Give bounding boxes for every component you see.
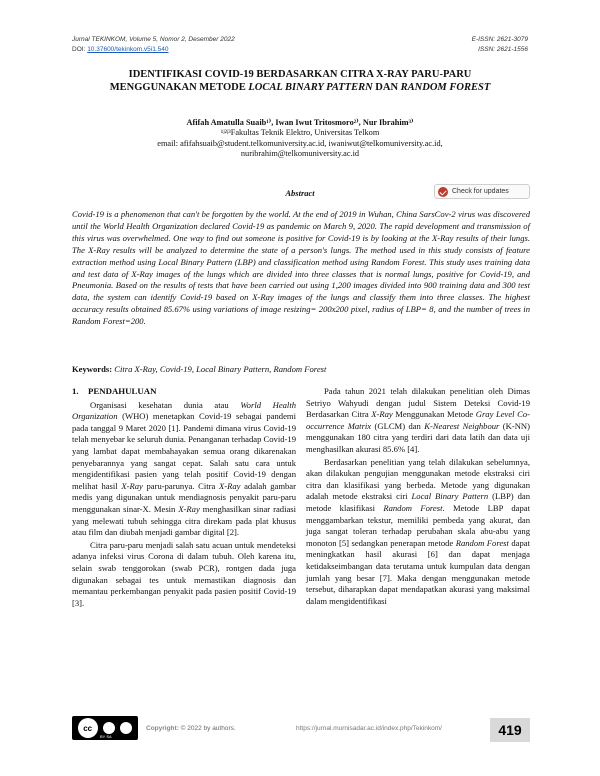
author-names: Afifah Amatulla Suaib¹⁾, Iwan Iwut Tritosmoro²⁾, Nur Ibrahim³⁾ [186, 118, 414, 127]
check-for-updates-icon [438, 187, 448, 197]
author-emails: email: afifahsuaib@student.telkomuniversity.ac.id, iwaniwut@telkomuniversity.ac.id, [157, 138, 443, 148]
text-italic: Gray Level Co-occurrence Matrix [306, 409, 530, 431]
text: (LBP) dan metode klasifikasi [306, 491, 530, 513]
text: (K-NN) menggunakan 180 citra yang terdiri dari data latih dan data uji menghasilkan akurasi 85.6% [4]. [306, 420, 530, 454]
text: Pada tahun 2021 telah dilakukan penelitian oleh Dimas Setriyo Wahyudi dengan judul Sistem Deteksi Covid-19 Berdasarkan Citra [306, 386, 530, 420]
title-part: DAN [372, 82, 401, 93]
text: dapat meningkatkan hasil akurasi [6] dan dapat menjaga ketidakseimbangan data terutama untuk kumpulan data dengan jumlah yang besar [7]. Maka dengan menggunakan metode tersebut, diharapkan dapat mendapatkan akurasi yang maksimal dalam mengidentifikasi [306, 537, 530, 606]
cc-by-sa-icon[interactable] [72, 716, 138, 740]
text: (GLCM) dan [371, 420, 425, 431]
text: menghasilkan sinar radiasi yang melewati tubuh sehingga citra direkam pada plat khusus atau film dan diubah menjadi gambar digital [2]. [72, 503, 296, 538]
eissn: E-ISSN: 2621-3079 [471, 36, 528, 43]
page-footer [0, 716, 600, 742]
text: (WHO) menetapkan Covid-19 sebagai pandemi pada tanggal 9 Maret 2020 [1]. Pandemi dimana virus Covid-19 telah menyebar ke seluruh dunia. Penanganan terhadap Covid-19 yang lambat dapat membahayakan semua orang dikarenakan penyebarannya yang sangat cepat. Salah satu cara untuk mengidentifikasi pasien yang telah positif Covid-19 dengan melihat hasil [72, 411, 296, 491]
text-italic: X-Ray [371, 409, 393, 420]
text-italic: X-Ray [121, 480, 143, 491]
copyright [146, 725, 236, 732]
text: . Metode LBP dapat menggambarkan tekstur, memiliki pembeda yang akurat, dan juga sangat toleran terhadap perubahan skala abu-abu yang monoton [5] sedangkan penerapan metode [306, 502, 530, 548]
check-for-updates-button[interactable] [434, 184, 530, 199]
text: Menggunakan Metode [392, 409, 476, 420]
sa-icon [120, 722, 132, 734]
cc-logo-icon: cc [78, 718, 98, 738]
text-italic: K-Nearest Neighbour [424, 420, 500, 431]
text: adalah gambar medis yang digunakan untuk mendiagnosis penyakit paru-paru menggunakan sinar-X. Mesin [72, 480, 296, 514]
doi-header [72, 46, 528, 53]
journal-citation: Jurnal TEKINKOM, Volume 5, Nomor 2, Desember 2022 [72, 36, 235, 43]
by-icon [103, 722, 115, 734]
text-italic: Random Forest [383, 502, 443, 513]
text-italic: Local Binary Pattern [411, 491, 489, 502]
check-for-updates-label: Check for updates [452, 188, 509, 195]
text-italic: Random Forest [455, 537, 509, 548]
keywords-text: Citra X-Ray, Covid-19, Local Binary Pattern, Random Forest [112, 364, 327, 374]
paragraph: Citra paru-paru menjadi salah satu acuan untuk mendeteksi adanya infeksi virus Corona di dalam tubuh. Oleh karena itu, selain swab tenggorokan (swab PCR), rontgen dada juga digunakan sebagai tes untuk memastikan diagnosis dan memantau perkembangan penyakit pada pasien positif Covid-19 [3]. [72, 539, 296, 608]
paragraph [306, 457, 530, 608]
text-italic: X-Ray [178, 503, 200, 514]
title-line-2 [72, 81, 528, 94]
journal-url[interactable]: https://jurnal.murnisadar.ac.id/index.php/Tekinkom/ [296, 725, 442, 732]
text: Organisasi kesehatan dunia atau [90, 399, 241, 410]
title-part: MENGGUNAKAN METODE [109, 82, 249, 93]
title-part-italic: LOCAL BINARY PATTERN [248, 82, 373, 93]
copyright-label: Copyright: [146, 725, 179, 732]
section-title: PENDAHULUAN [88, 386, 157, 396]
keywords [72, 364, 530, 375]
journal-header [72, 36, 528, 43]
doi-link[interactable]: 10.37600/tekinkom.v5i1.540 [87, 46, 169, 53]
section-number: 1. [72, 386, 79, 396]
page-number: 419 [490, 718, 530, 742]
left-column [72, 386, 296, 610]
author-block [72, 118, 528, 159]
section-heading [72, 386, 296, 398]
abstract-heading: Abstract [285, 188, 315, 198]
paragraph [306, 386, 530, 456]
paper-title [72, 68, 528, 94]
paragraph [72, 400, 296, 539]
abstract-text: Covid-19 is a phenomenon that can't be forgotten by the world. At the end of 2019 in Wuhan, China SarsCov-2 virus was discovered until the World Health Organization declared Covid-19 as pandemic on March 9, 2020. The rapid development and transmission of this virus was overwhelmed. One way to find out someone is positive for Covid-19 is by looking at the X-Ray results of their lungs. The X-Ray results will be analyzed to determine the state of a person's lungs. The method used in this study consists of feature extraction method using Local Binary Pattern (LBP) and classification method using Random Forest. This study uses training data and test data of X-Ray images of the lungs which are divided into three classes that is normal lungs, positive for Covid-19, and Pneumonia. Based on the results of tests that have been carried out using 1,200 images divided into 900 training data and 300 test data, the system can identify Covid-19 based on X-Ray images of the lungs and classify them into three classes. The highest accuracy results obtained 85.67% using variations of image resizing= 200x200 pixel, radius of LBP= 8, and the number of trees in Random Forest=200. [72, 209, 530, 327]
affiliation: ¹ʲ²ʲ³Fakultas Teknik Elektro, Universitas Telkom [220, 128, 380, 138]
text-italic: X-Ray [218, 480, 241, 491]
text-italic: World Health Organization [72, 399, 297, 422]
right-column [306, 386, 530, 608]
title-line-1: IDENTIFIKASI COVID-19 BERDASARKAN CITRA X-RAY PARU-PARU [128, 69, 472, 80]
copyright-text: © 2022 by authors. [178, 725, 236, 732]
pissn: ISSN: 2621-1556 [478, 46, 528, 53]
keywords-label: Keywords: [72, 364, 113, 374]
title-part-italic: RANDOM FOREST [400, 82, 491, 93]
text: paru-parunya. Citra [142, 480, 219, 491]
doi-label: DOI: [72, 46, 86, 53]
text: Berdasarkan penelitian yang telah dilakukan sebelumnya, akan dilakukan pengujian menggunakan metode ekstraksi ciri citra dan klasifikasi yang berbeda. Metode yang digunakan adalah metode ekstraksi ciri [306, 456, 530, 502]
license-text: BY SA [100, 734, 112, 739]
author-emails-2: nuribrahim@telkomuniversity.ac.id [240, 148, 360, 158]
